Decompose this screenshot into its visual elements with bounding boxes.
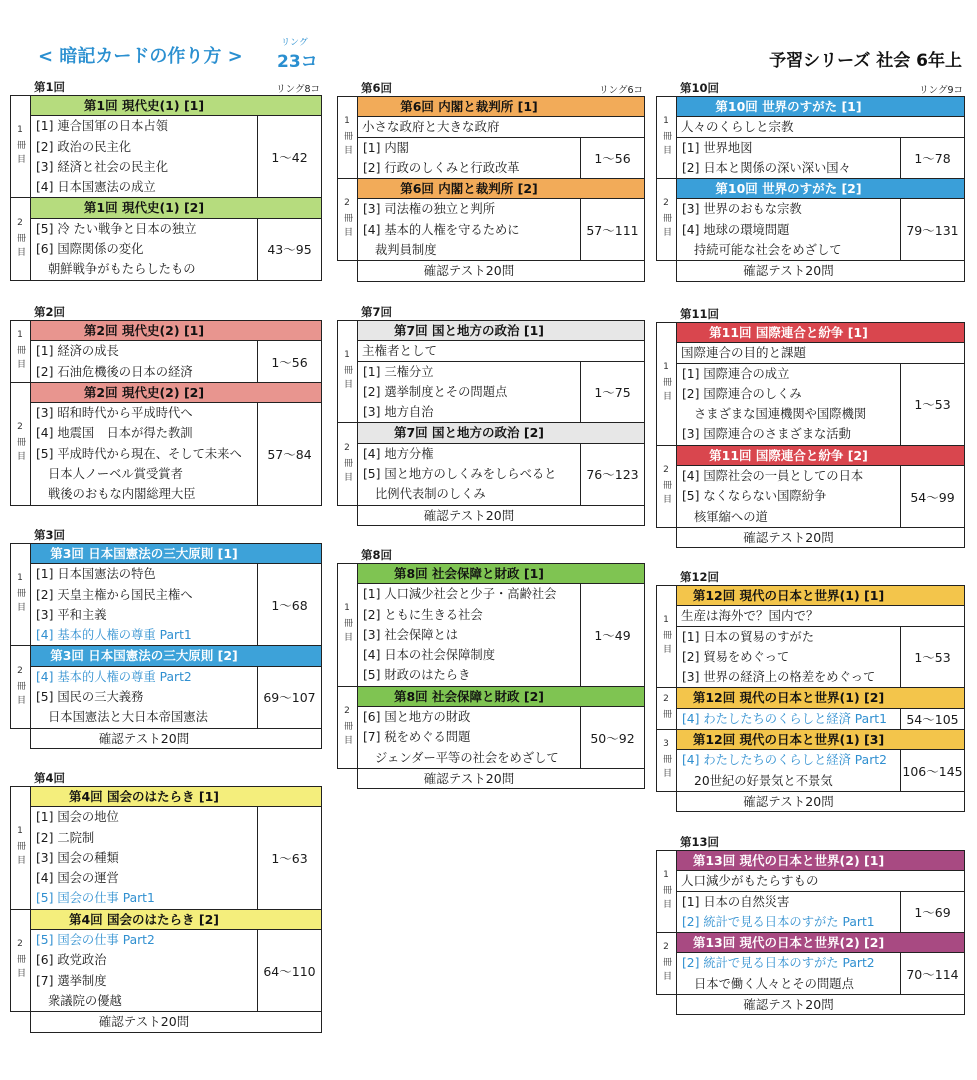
item-row: [2] 天皇主権から国民主権へ (36, 587, 193, 602)
section-header: 第11回 国際連合と紛争 [1] (677, 323, 964, 343)
sub-item-row: 日本で働く人々とその問題点 (694, 976, 854, 991)
card-table (337, 563, 645, 769)
item-list (677, 709, 900, 729)
section-body (677, 730, 964, 791)
item-list (358, 444, 580, 505)
item-row: [5] 冷 たい戦争と日本の独立 (36, 221, 197, 236)
section-header: 第3回 日本国憲法の三大原則 [1] (31, 544, 321, 564)
volume-label: 2冊目 (11, 910, 31, 1011)
card-section (11, 321, 321, 382)
lesson-block (10, 305, 322, 506)
card-table (10, 786, 322, 1012)
sub-item-row: 20世紀の好景気と不景気 (694, 773, 833, 788)
item-row: [4] 日本の社会保障制度 (363, 648, 495, 663)
ring-total-count: 23コ (277, 52, 318, 72)
item-row: [1] 三権分立 (363, 364, 434, 379)
item-row: [4] 地球の環境問題 (682, 222, 790, 237)
confirmation-test: 確認テスト20問 (357, 769, 645, 789)
sub-item-row: 朝鮮戦争がもたらしたもの (48, 262, 196, 277)
card-section (338, 422, 644, 504)
item-row: [3] 国際連合のさまざまな活動 (682, 427, 851, 442)
page-range: 43～95 (257, 219, 321, 280)
item-row: [1] 国際連合の成立 (682, 366, 790, 381)
lesson-label: 第13回 (680, 835, 720, 849)
lesson-label: 第8回 (361, 548, 393, 562)
confirmation-test: 確認テスト20問 (676, 792, 965, 812)
section-body (358, 423, 644, 504)
page-range: 1～69 (900, 892, 964, 933)
item-list (358, 584, 580, 685)
item-list (358, 362, 580, 423)
items-area (677, 953, 964, 994)
page-range: 57～111 (580, 199, 644, 260)
section-header: 第6回 内閣と裁判所 [1] (358, 97, 644, 117)
item-list (677, 138, 900, 179)
item-row: [7] 選挙制度 (36, 973, 107, 988)
item-list (31, 930, 257, 1011)
item-row: [5] 国と地方のしくみをしらべると (363, 467, 557, 482)
page-range: 1～49 (580, 584, 644, 685)
section-header: 第4回 国会のはたらき [1] (31, 787, 321, 807)
page-title: < 暗記カードの作り方 > (38, 46, 243, 67)
page-range: 1～53 (900, 627, 964, 688)
page-range: 54～99 (900, 466, 964, 527)
card-section (657, 851, 964, 932)
section-body (677, 586, 964, 687)
volume-label: 2冊目 (11, 383, 31, 505)
sub-item-row: 日本人ノーベル賞受賞者 (48, 467, 183, 482)
item-row: [4] 地震国 日本が得た教訓 (36, 426, 193, 441)
item-row: [3] 平和主義 (36, 607, 107, 622)
items-area (31, 807, 321, 908)
item-row: [4] わたしたちのくらしと経済 Part1 (682, 711, 887, 726)
item-row: [1] 日本の貿易のすがた (682, 629, 814, 644)
items-area (31, 219, 321, 280)
item-row: [6] 国際関係の変化 (36, 242, 144, 257)
topic-row: 小さな政府と大きな政府 (358, 117, 644, 137)
item-row: [2] 政治の民主化 (36, 139, 132, 154)
section-body (358, 321, 644, 422)
confirmation-test: 確認テスト20問 (676, 995, 965, 1015)
section-body (677, 446, 964, 527)
item-row: [4] 国会の運営 (36, 871, 119, 886)
volume-label: 1冊目 (11, 96, 31, 197)
page-range: 1～68 (257, 564, 321, 645)
items-area (677, 892, 964, 933)
items-area (677, 627, 964, 688)
card-table (337, 320, 645, 506)
items-area (358, 707, 644, 768)
item-row: [4] 基本的人権の尊重 Part2 (36, 669, 192, 684)
card-table (337, 96, 645, 261)
sub-item-row: さまざまな国連機関や国際機関 (694, 407, 867, 422)
item-list (677, 892, 900, 933)
card-section (338, 321, 644, 422)
items-area (31, 667, 321, 728)
items-area (677, 709, 964, 729)
card-section (11, 197, 321, 279)
page-range: 64～110 (257, 930, 321, 1011)
section-header: 第7回 国と地方の政治 [1] (358, 321, 644, 341)
volume-label: 1冊目 (11, 787, 31, 909)
card-section (657, 932, 964, 994)
confirmation-test: 確認テスト20問 (676, 261, 965, 281)
lesson-block (656, 307, 965, 548)
item-row: [1] 人口減少社会と少子・高齢社会 (363, 587, 557, 602)
lesson-block (656, 835, 965, 1015)
section-body (677, 688, 964, 729)
volume-label: 3冊目 (657, 730, 677, 791)
lesson-block (10, 80, 322, 281)
section-body (31, 544, 321, 645)
topic-row: 人口減少がもたらすもの (677, 871, 964, 891)
item-row: [6] 政党政治 (36, 953, 107, 968)
confirmation-test: 確認テスト20問 (30, 1012, 322, 1032)
item-row: [3] 昭和時代から平成時代へ (36, 406, 193, 421)
lesson-block (337, 81, 645, 282)
volume-label: 2冊目 (657, 446, 677, 527)
item-list (31, 667, 257, 728)
items-area (31, 116, 321, 197)
item-row: [1] 日本の自然災害 (682, 894, 790, 909)
page-range: 50～92 (580, 707, 644, 768)
card-section (657, 178, 964, 260)
card-table (656, 96, 965, 261)
item-row: [3] 世界のおもな宗教 (682, 202, 802, 217)
item-list (31, 564, 257, 645)
item-row: [5] 平成時代から現在、そして未来へ (36, 446, 242, 461)
section-body (31, 646, 321, 727)
items-area (358, 362, 644, 423)
volume-label: 1冊目 (657, 851, 677, 932)
card-section (11, 96, 321, 197)
item-row: [5] 国民の三大義務 (36, 690, 144, 705)
lesson-label: 第12回 (680, 570, 720, 584)
volume-label: 2冊目 (11, 646, 31, 727)
lesson-label: 第3回 (34, 528, 66, 542)
section-header: 第1回 現代史(1) [1] (31, 96, 321, 116)
volume-label: 2冊目 (338, 423, 358, 504)
volume-label: 2冊目 (657, 179, 677, 260)
confirmation-test: 確認テスト20問 (676, 528, 965, 548)
volume-label: 1冊目 (338, 564, 358, 686)
section-header: 第8回 社会保障と財政 [2] (358, 687, 644, 707)
item-row: [2] 統計で見る日本のすがた Part1 (682, 914, 875, 929)
card-table (10, 543, 322, 729)
topic-row: 国際連合の目的と課題 (677, 343, 964, 363)
section-body (358, 179, 644, 260)
volume-label: 1冊目 (11, 321, 31, 382)
card-section (657, 729, 964, 791)
section-body (358, 687, 644, 768)
item-row: [1] 連合国軍の日本占領 (36, 119, 168, 134)
item-row: [5] 国会の仕事 Part1 (36, 891, 155, 906)
section-header: 第2回 現代史(2) [2] (31, 383, 321, 403)
card-section (11, 909, 321, 1011)
card-table (10, 320, 322, 506)
item-row: [1] 国会の地位 (36, 810, 119, 825)
item-row: [2] 国際連合のしくみ (682, 386, 802, 401)
section-body (677, 933, 964, 994)
confirmation-test: 確認テスト20問 (30, 729, 322, 749)
card-section (11, 787, 321, 909)
page-range: 76～123 (580, 444, 644, 505)
volume-label: 2冊目 (657, 933, 677, 994)
section-body (677, 97, 964, 178)
page-range: 1～53 (900, 364, 964, 445)
item-row: [7] 税をめぐる問題 (363, 730, 471, 745)
page-range: 70～114 (900, 953, 964, 994)
card-section (338, 564, 644, 686)
lesson-block (337, 305, 645, 526)
item-list (358, 707, 580, 768)
card-section (657, 687, 964, 729)
item-row: [2] 貿易をめぐって (682, 649, 790, 664)
page-range: 1～56 (257, 341, 321, 382)
section-header: 第3回 日本国憲法の三大原則 [2] (31, 646, 321, 666)
topic-row: 生産は海外で？国内で？ (677, 606, 964, 626)
items-area (358, 199, 644, 260)
items-area (677, 466, 964, 527)
item-row: [2] ともに生きる社会 (363, 607, 483, 622)
sub-item-row: 日本国憲法と大日本帝国憲法 (48, 710, 208, 725)
page-range: 1～75 (580, 362, 644, 423)
card-section (11, 382, 321, 505)
sub-item-row: 戦後のおもな内閣総理大臣 (48, 487, 196, 502)
item-row: [2] 二院制 (36, 830, 95, 845)
section-header: 第11回 国際連合と紛争 [2] (677, 446, 964, 466)
section-body (358, 97, 644, 178)
item-row: [4] わたしたちのくらしと経済 Part2 (682, 753, 887, 768)
lesson-label: 第10回 (680, 81, 720, 95)
items-area (677, 138, 964, 179)
section-header: 第4回 国会のはたらき [2] (31, 910, 321, 930)
item-row: [1] 日本国憲法の特色 (36, 567, 156, 582)
items-area (677, 199, 964, 260)
page-range: 1～42 (257, 116, 321, 197)
item-row: [3] 社会保障とは (363, 627, 459, 642)
volume-label: 1冊目 (338, 321, 358, 422)
sub-item-row: ジェンダー平等の社会をめざして (375, 750, 559, 765)
sub-item-row: 核軍縮への道 (694, 509, 768, 524)
item-row: [5] 財政のはたらき (363, 668, 471, 683)
items-area (358, 584, 644, 685)
volume-label: 2冊目 (11, 198, 31, 279)
confirmation-test: 確認テスト20問 (357, 261, 645, 281)
item-row: [5] 国会の仕事 Part2 (36, 933, 155, 948)
ring-count: リング8コ (276, 84, 320, 95)
card-table (656, 585, 965, 792)
page-range: 54～105 (900, 709, 964, 729)
page-range: 106～145 (900, 750, 964, 791)
page-range: 1～56 (580, 138, 644, 179)
ring-count: リング9コ (919, 85, 963, 96)
sub-item-row: 裁判員制度 (375, 243, 437, 258)
card-section (657, 445, 964, 527)
item-row: [3] 地方自治 (363, 405, 434, 420)
item-row: [4] 日本国憲法の成立 (36, 180, 156, 195)
card-section (338, 686, 644, 768)
section-header: 第12回 現代の日本と世界(1) [1] (677, 586, 964, 606)
section-header: 第13回 現代の日本と世界(2) [2] (677, 933, 964, 953)
item-list (31, 341, 257, 382)
section-body (31, 787, 321, 909)
item-list (31, 116, 257, 197)
section-body (31, 198, 321, 279)
section-header: 第12回 現代の日本と世界(1) [3] (677, 730, 964, 750)
lesson-label: 第1回 (34, 80, 66, 94)
sub-item-row: 持続可能な社会をめざして (694, 243, 842, 258)
item-row: [4] 国際社会の一員としての日本 (682, 469, 864, 484)
topic-row: 主権者として (358, 341, 644, 361)
item-row: [3] 司法権の独立と判所 (363, 202, 495, 217)
volume-label: 1冊目 (657, 323, 677, 445)
item-row: [2] 日本と関係の深い深い国々 (682, 160, 851, 175)
section-header: 第10回 世界のすがた [1] (677, 97, 964, 117)
volume-label: 1冊目 (657, 97, 677, 178)
items-area (358, 138, 644, 179)
item-list (31, 807, 257, 908)
volume-label: 1冊目 (338, 97, 358, 178)
volume-label: 2冊 (657, 688, 677, 729)
items-area (31, 930, 321, 1011)
section-body (677, 179, 964, 260)
lesson-label: 第4回 (34, 771, 66, 785)
card-section (338, 97, 644, 178)
page-range: 57～84 (257, 403, 321, 504)
card-table (656, 850, 965, 995)
lesson-label: 第11回 (680, 307, 720, 321)
ring-caption: リング (281, 38, 308, 48)
card-section (657, 323, 964, 445)
section-body (677, 323, 964, 445)
section-header: 第10回 世界のすがた [2] (677, 179, 964, 199)
item-list (677, 364, 900, 445)
page-range: 1～63 (257, 807, 321, 908)
item-row: [4] 地方分権 (363, 446, 434, 461)
lesson-label: 第7回 (361, 305, 393, 319)
item-row: [1] 世界地図 (682, 140, 753, 155)
items-area (677, 750, 964, 791)
volume-label: 2冊目 (338, 687, 358, 768)
item-row: [2] 統計で見る日本のすがた Part2 (682, 956, 875, 971)
lesson-label: 第2回 (34, 305, 66, 319)
item-row: [3] 経済と社会の民主化 (36, 159, 168, 174)
item-list (31, 403, 257, 504)
lesson-block (656, 81, 965, 282)
section-header: 第2回 現代史(2) [1] (31, 321, 321, 341)
item-list (677, 466, 900, 527)
item-list (677, 750, 900, 791)
item-list (677, 953, 900, 994)
item-list (677, 199, 900, 260)
book-title: 予習シリーズ 社会 6年上 (769, 51, 962, 71)
item-list (358, 138, 580, 179)
items-area (358, 444, 644, 505)
card-section (338, 178, 644, 260)
section-body (358, 564, 644, 686)
item-row: [3] 国会の種類 (36, 850, 119, 865)
section-header: 第8回 社会保障と財政 [1] (358, 564, 644, 584)
sub-item-row: 比例代表制のしくみ (375, 487, 486, 502)
items-area (31, 341, 321, 382)
item-row: [1] 経済の成長 (36, 344, 119, 359)
lesson-block (10, 528, 322, 749)
section-body (31, 910, 321, 1011)
card-section (11, 544, 321, 645)
section-body (31, 383, 321, 505)
item-row: [4] 基本的人権の尊重 Part1 (36, 628, 192, 643)
page-range: 79～131 (900, 199, 964, 260)
item-row: [2] 行政のしくみと行政改革 (363, 160, 520, 175)
sub-item-row: 衆議院の優越 (48, 993, 122, 1008)
item-row: [5] なくならない国際紛争 (682, 489, 827, 504)
item-list (31, 219, 257, 280)
volume-label: 1冊目 (657, 586, 677, 687)
section-body (31, 96, 321, 197)
volume-label: 2冊目 (338, 179, 358, 260)
ring-count: リング6コ (599, 85, 643, 96)
page-range: 69～107 (257, 667, 321, 728)
lesson-block (337, 548, 645, 789)
page-range: 1～78 (900, 138, 964, 179)
confirmation-test: 確認テスト20問 (357, 506, 645, 526)
section-header: 第7回 国と地方の政治 [2] (358, 423, 644, 443)
card-section (657, 586, 964, 687)
item-list (677, 627, 900, 688)
item-list (358, 199, 580, 260)
section-header: 第13回 現代の日本と世界(2) [1] (677, 851, 964, 871)
lesson-block (656, 570, 965, 812)
lesson-label: 第6回 (361, 81, 393, 95)
item-row: [6] 国と地方の財政 (363, 710, 471, 725)
card-section (657, 97, 964, 178)
section-header: 第6回 内閣と裁判所 [2] (358, 179, 644, 199)
section-body (31, 321, 321, 382)
card-section (11, 645, 321, 727)
items-area (677, 364, 964, 445)
item-row: [4] 基本的人権を守るために (363, 222, 520, 237)
items-area (31, 564, 321, 645)
lesson-block (10, 771, 322, 1033)
card-table (656, 322, 965, 528)
volume-label: 1冊目 (11, 544, 31, 645)
card-table (10, 95, 322, 281)
item-row: [2] 選挙制度とその問題点 (363, 384, 508, 399)
item-row: [3] 世界の経済上の格差をめぐって (682, 670, 876, 685)
item-row: [1] 内閣 (363, 140, 409, 155)
topic-row: 人々のくらしと宗教 (677, 117, 964, 137)
item-row: [2] 石油危機後の日本の経済 (36, 364, 193, 379)
section-header: 第12回 現代の日本と世界(1) [2] (677, 688, 964, 708)
section-body (677, 851, 964, 932)
section-header: 第1回 現代史(1) [2] (31, 198, 321, 218)
items-area (31, 403, 321, 504)
